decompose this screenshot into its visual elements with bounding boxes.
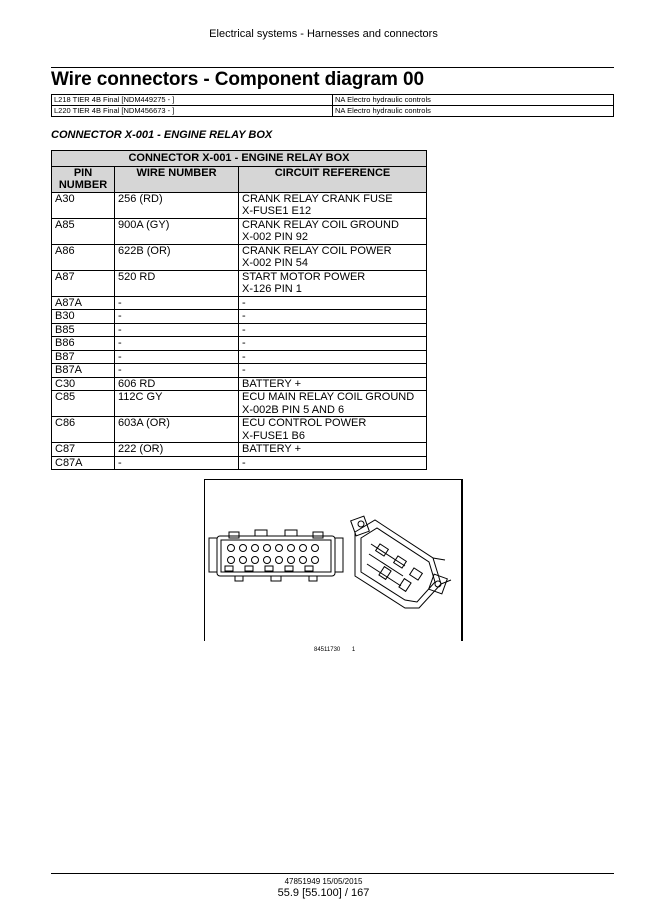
pin-cell: A85 xyxy=(52,218,115,244)
circuit-line: X-002 PIN 54 xyxy=(242,257,309,269)
circuit-line: ECU MAIN RELAY COIL GROUND xyxy=(242,391,415,403)
circuit-line: - xyxy=(242,296,246,309)
circuit-cell xyxy=(239,391,427,417)
footer-doc-line: 47851949 15/05/2015 xyxy=(284,877,363,886)
circuit-line: X-FUSE1 B6 xyxy=(242,429,305,442)
circuit-cell xyxy=(239,350,427,364)
figure-number: 1 xyxy=(351,647,356,653)
circuit-cell xyxy=(239,244,427,270)
wire-cell: - xyxy=(115,337,239,351)
pin-cell: C86 xyxy=(52,417,115,443)
wire-header: WIRE NUMBER xyxy=(115,166,239,192)
connector-illustration xyxy=(205,480,461,641)
circuit-line: - xyxy=(242,337,246,349)
connector-figure xyxy=(204,479,463,641)
circuit-cell xyxy=(239,218,427,244)
wire-cell: - xyxy=(115,456,239,470)
circuit-cell xyxy=(239,296,427,310)
figure-caption xyxy=(314,647,365,653)
applicability-model: L218 TIER 4B Final [NDM449275 - ] xyxy=(52,95,333,106)
table-row xyxy=(52,350,427,364)
circuit-line: X-002B PIN 5 AND 6 xyxy=(242,403,345,416)
wire-cell: 222 (OR) xyxy=(115,443,239,457)
applicability-system: NA Electro hydraulic controls xyxy=(333,106,614,117)
table-row xyxy=(52,192,427,218)
applicability-table xyxy=(51,94,614,117)
pin-cell: C87 xyxy=(52,443,115,457)
circuit-line: START MOTOR POWER xyxy=(242,270,366,283)
circuit-line: - xyxy=(242,364,246,376)
wire-cell: 900A (GY) xyxy=(115,218,239,244)
pin-table-caption: CONNECTOR X-001 - ENGINE RELAY BOX xyxy=(52,151,427,167)
circuit-line: - xyxy=(242,456,246,469)
circuit-cell xyxy=(239,192,427,218)
circuit-line: - xyxy=(242,310,246,322)
applicability-system: NA Electro hydraulic controls xyxy=(333,95,614,106)
wire-cell: - xyxy=(115,296,239,310)
pin-cell: C85 xyxy=(52,391,115,417)
circuit-line: CRANK RELAY CRANK FUSE xyxy=(242,192,393,205)
table-row xyxy=(52,417,427,443)
applicability-row xyxy=(52,95,614,106)
circuit-line: BATTERY + xyxy=(242,443,301,455)
circuit-line: CRANK RELAY COIL POWER xyxy=(242,244,392,257)
wire-cell: 520 RD xyxy=(115,270,239,296)
table-row xyxy=(52,391,427,417)
pin-cell: A86 xyxy=(52,244,115,270)
circuit-line: ECU CONTROL POWER xyxy=(242,417,367,429)
circuit-cell xyxy=(239,310,427,324)
circuit-line: X-002 PIN 92 xyxy=(242,231,309,243)
table-row xyxy=(52,296,427,310)
pin-table xyxy=(51,150,427,470)
table-row xyxy=(52,310,427,324)
table-row xyxy=(52,337,427,351)
pin-cell: A30 xyxy=(52,192,115,218)
table-row xyxy=(52,456,427,470)
footer-page-line: 55.9 [55.100] / 167 xyxy=(277,887,370,899)
circuit-line: - xyxy=(242,350,246,363)
table-row xyxy=(52,218,427,244)
wire-cell: - xyxy=(115,350,239,364)
pin-cell: B30 xyxy=(52,310,115,324)
table-row xyxy=(52,244,427,270)
pin-cell: B85 xyxy=(52,323,115,337)
page-title: Wire connectors - Component diagram 00 xyxy=(51,69,424,90)
wire-cell: 603A (OR) xyxy=(115,417,239,443)
circuit-cell xyxy=(239,337,427,351)
wire-cell: 112C GY xyxy=(115,391,239,417)
wire-cell: - xyxy=(115,310,239,324)
connector-heading: CONNECTOR X-001 - ENGINE RELAY BOX xyxy=(51,129,273,141)
pin-cell: B86 xyxy=(52,337,115,351)
table-row xyxy=(52,270,427,296)
footer-rule xyxy=(51,873,614,874)
table-row xyxy=(52,364,427,378)
pin-header: PIN NUMBER xyxy=(52,166,115,192)
table-row xyxy=(52,323,427,337)
table-row xyxy=(52,377,427,391)
circuit-cell xyxy=(239,456,427,470)
connector-front-view-icon xyxy=(209,530,343,581)
wire-cell: 622B (OR) xyxy=(115,244,239,270)
applicability-model: L220 TIER 4B Final [NDM456673 - ] xyxy=(52,106,333,117)
pin-cell: A87 xyxy=(52,270,115,296)
circuit-line: - xyxy=(242,323,246,336)
wire-cell: - xyxy=(115,323,239,337)
pin-cell: A87A xyxy=(52,296,115,310)
connector-angled-view-icon xyxy=(351,516,451,608)
figure-image-id: 84511730 xyxy=(314,647,341,653)
wire-cell: - xyxy=(115,364,239,378)
pin-cell: C87A xyxy=(52,456,115,470)
pin-cell: C30 xyxy=(52,377,115,391)
circuit-header: CIRCUIT REFERENCE xyxy=(239,166,427,192)
circuit-line: CRANK RELAY COIL GROUND xyxy=(242,218,399,231)
applicability-row xyxy=(52,106,614,117)
circuit-line: X-FUSE1 E12 xyxy=(242,205,312,217)
title-rule xyxy=(51,67,614,68)
pin-cell: B87A xyxy=(52,364,115,378)
circuit-cell xyxy=(239,377,427,391)
running-head: Electrical systems - Harnesses and connectors xyxy=(209,28,438,40)
wire-cell: 606 RD xyxy=(115,377,239,391)
circuit-cell xyxy=(239,270,427,296)
circuit-cell xyxy=(239,364,427,378)
table-row xyxy=(52,443,427,457)
circuit-cell xyxy=(239,417,427,443)
circuit-line: BATTERY + xyxy=(242,377,301,390)
circuit-cell xyxy=(239,443,427,457)
circuit-cell xyxy=(239,323,427,337)
wire-cell: 256 (RD) xyxy=(115,192,239,218)
pin-cell: B87 xyxy=(52,350,115,364)
circuit-line: X-126 PIN 1 xyxy=(242,283,302,295)
